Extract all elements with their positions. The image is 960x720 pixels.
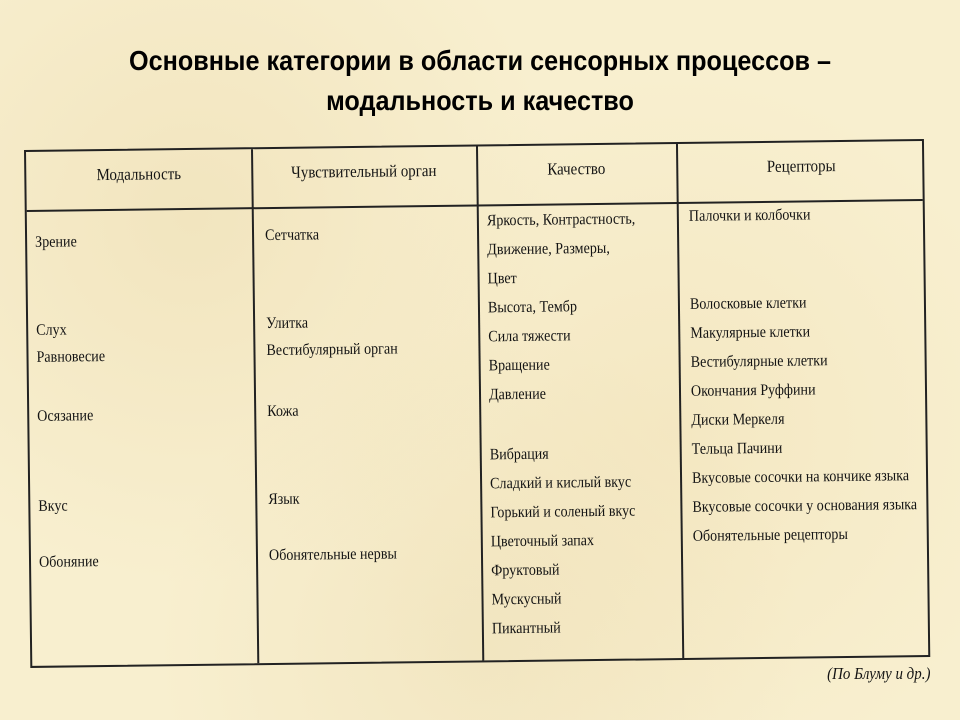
table-cell: Пикантный xyxy=(491,619,561,638)
table-cell: Вестибулярный орган xyxy=(266,340,398,360)
page-title-line-2: модальность и качество xyxy=(326,85,634,116)
table-cell: Слух xyxy=(36,321,67,339)
header-receptors: Рецепторы xyxy=(766,156,836,176)
table-cell: Обонятельные рецепторы xyxy=(692,525,848,545)
header-quality: Качество xyxy=(547,158,606,179)
table-cell: Волосковые клетки xyxy=(689,294,807,313)
table-cell: Осязание xyxy=(37,407,94,425)
table-cell: Вкусовые сосочки на кончике языка xyxy=(691,467,910,487)
categories-table xyxy=(24,139,930,668)
table-cell: Вкусовые сосочки у основания языка xyxy=(692,496,918,516)
table-cell: Сетчатка xyxy=(264,226,320,245)
table-cell: Движение, Размеры, xyxy=(487,239,610,259)
table-cell: Диски Меркеля xyxy=(691,410,785,429)
table-cell: Фруктовый xyxy=(491,561,560,580)
table-cell: Вкус xyxy=(38,497,68,515)
table-cell: Цветочный запах xyxy=(490,532,595,551)
table-cell: Тельца Пачини xyxy=(691,439,783,458)
table-cell: Равновесие xyxy=(36,348,106,366)
table-cell: Палочки и колбочки xyxy=(688,206,811,225)
page-title-line-1: Основные категории в области сенсорных процессов – xyxy=(128,45,832,76)
table-cell: Вибрация xyxy=(489,445,549,464)
table-cell: Язык xyxy=(268,490,300,509)
table-cell: Сладкий и кислый вкус xyxy=(490,473,632,493)
column-divider xyxy=(676,144,684,658)
table-cell: Обоняние xyxy=(38,553,99,571)
table-cell: Зрение xyxy=(35,233,77,251)
column-divider xyxy=(476,146,484,660)
table-cell: Горький и соленый вкус xyxy=(490,502,636,522)
table-cell: Кожа xyxy=(267,402,299,421)
table-cell: Улитка xyxy=(266,314,309,333)
table-cell: Макулярные клетки xyxy=(690,323,811,342)
table-cell: Яркость, Контрастность, xyxy=(486,210,636,230)
table-cell: Высота, Тембр xyxy=(487,298,578,317)
column-divider xyxy=(251,149,259,663)
table-cell: Цвет xyxy=(487,269,517,288)
table-cell: Давление xyxy=(488,385,547,404)
table-cell: Обонятельные нервы xyxy=(268,545,397,565)
table-cell: Окончания Руффини xyxy=(690,381,816,400)
header-modality: Модальность xyxy=(96,164,182,185)
header-sense-organ: Чувствительный орган xyxy=(290,160,437,182)
source-citation: (По Блуму и др.) xyxy=(826,664,930,683)
table-cell: Вестибулярные клетки xyxy=(690,352,828,371)
table-cell: Мускусный xyxy=(491,590,562,609)
table-cell: Вращение xyxy=(488,356,550,375)
table-cell: Сила тяжести xyxy=(488,327,571,346)
